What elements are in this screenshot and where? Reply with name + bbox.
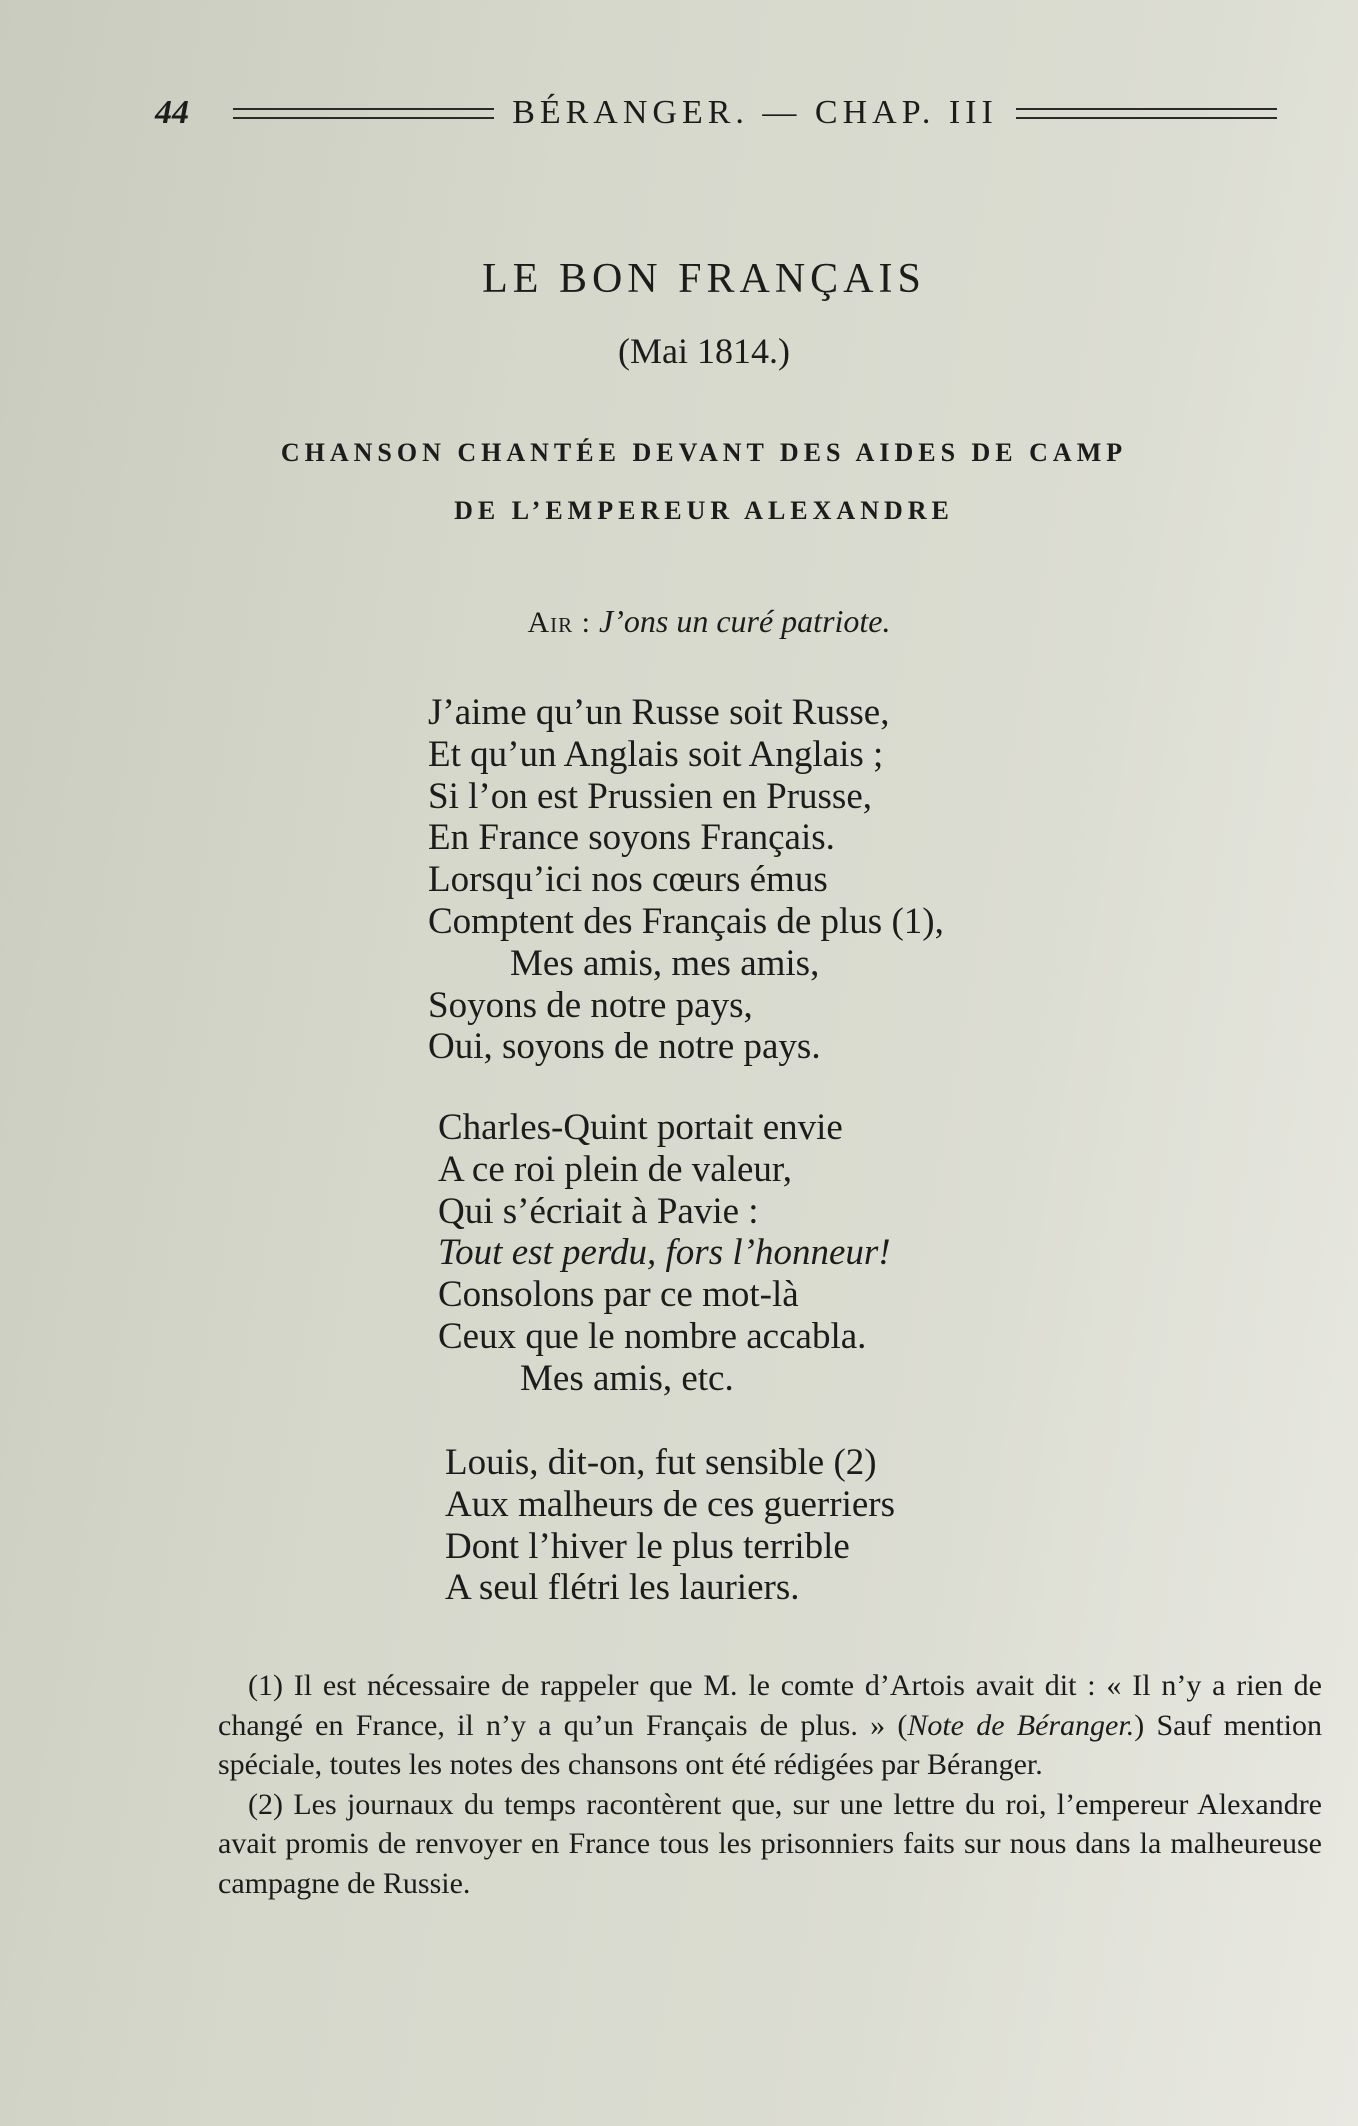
verse-line: Aux malheurs de ces guerriers — [445, 1483, 895, 1525]
air-label: Air : — [527, 606, 591, 639]
header-rule-right — [1016, 108, 1277, 119]
verse-line: Lorsqu’ici nos cœurs émus — [428, 859, 828, 901]
running-title: BÉRANGER. — CHAP. III — [512, 94, 998, 131]
poem-date: (Mai 1814.) — [618, 331, 790, 371]
subtitle-line-2: DE L’EMPEREUR ALEXANDRE — [454, 496, 954, 525]
verse-line: Si l’on est Prussien en Prusse, — [428, 775, 872, 817]
footnote-1 — [218, 1666, 1322, 1785]
footnote-1-text: (1) Il est nécessaire de rappeler que M. le comte d’Artois avait dit : « Il n’y a rien de changé en France, il n’y a qu’un Français de plus. » ( — [218, 1669, 1322, 1742]
verse-line: Louis, dit-on, fut sensible (2) — [445, 1442, 877, 1483]
verse-line: Charles-Quint portait envie — [438, 1107, 843, 1148]
verse-line: A seul flétri les lauriers. — [445, 1567, 800, 1609]
verse-line: En France soyons Français. — [428, 817, 835, 859]
verse-line: Soyons de notre pays, — [428, 984, 753, 1026]
verse-line: A ce roi plein de valeur, — [438, 1148, 792, 1190]
footnote-1-source: Note de Béranger. — [907, 1708, 1135, 1742]
refrain-line: Mes amis, mes amis, — [510, 942, 820, 984]
refrain-line: Mes amis, etc. — [520, 1357, 734, 1399]
verse-line: Comptent des Français de plus (1), — [428, 900, 944, 942]
footnote-2: (2) Les journaux du temps racontèrent que, sur une lettre du roi, l’empereur Alexandre avait promis de renvoyer en France tous les prisonniers faits sur nous dans la malheureuse campagne de Russie. — [218, 1787, 1322, 1900]
poem-title: LE BON FRANÇAIS — [482, 256, 926, 302]
subtitle-line-1: CHANSON CHANTÉE DEVANT DES AIDES DE CAMP — [280, 438, 1128, 467]
verse-line: Qui s’écriait à Pavie : — [438, 1190, 759, 1232]
verse-line: Ceux que le nombre accabla. — [438, 1315, 867, 1357]
verse-line: Dont l’hiver le plus terrible — [445, 1525, 850, 1567]
verse-line-quote: Tout est perdu, fors l’honneur! — [438, 1232, 891, 1274]
footnotes — [218, 1666, 1322, 1903]
page-number: 44 — [155, 94, 189, 131]
header-rule-left — [233, 108, 494, 119]
air-line — [0, 603, 1358, 640]
air-tune: J’ons un curé patriote. — [599, 603, 891, 639]
verse-line: J’aime qu’un Russe soit Russe, — [428, 692, 890, 733]
verse-line: Oui, soyons de notre pays. — [428, 1026, 821, 1068]
stanza-2 — [438, 1107, 891, 1400]
running-head — [155, 88, 1295, 138]
stanza-3 — [445, 1442, 895, 1609]
stanza-1 — [428, 692, 944, 1068]
verse-line: Et qu’un Anglais soit Anglais ; — [428, 733, 884, 775]
verse-line: Consolons par ce mot-là — [438, 1274, 799, 1316]
footnote-1-text-end: ) Sauf mention spéciale, toutes les notes des chansons ont été rédigées par Béranger. — [218, 1708, 1322, 1781]
